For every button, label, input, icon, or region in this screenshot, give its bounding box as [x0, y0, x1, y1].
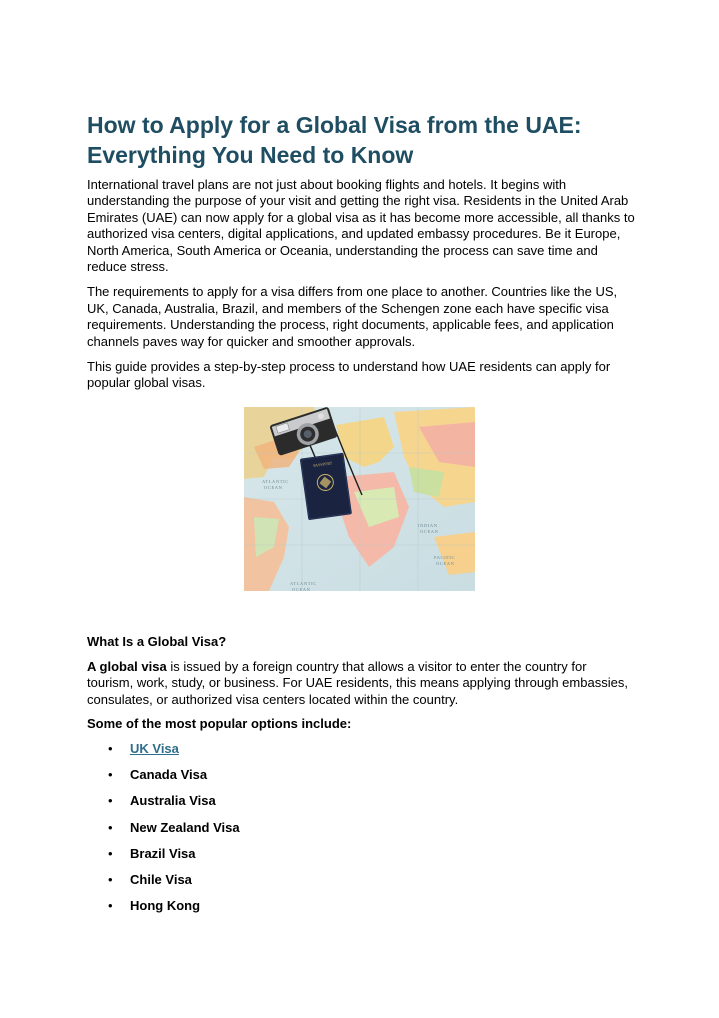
bullet: • — [108, 740, 113, 756]
bullet: • — [108, 766, 113, 782]
guide-paragraph: This guide provides a step-by-step process to understand how UAE residents can apply for popular global visas. — [87, 359, 611, 391]
map-label: OCEAN — [292, 587, 311, 591]
map-label: OCEAN — [436, 561, 455, 566]
passport-icon — [300, 453, 352, 521]
list-item — [87, 898, 635, 924]
article-body — [87, 110, 635, 401]
uk-visa-link[interactable]: UK Visa — [130, 740, 179, 756]
bullet: • — [108, 872, 113, 888]
list-item-label: Australia Visa — [130, 793, 216, 809]
section-heading: What Is a Global Visa? — [87, 634, 227, 649]
map-label: OCEAN — [264, 485, 283, 490]
travel-map-passport-camera-photo-icon — [244, 407, 475, 591]
definition-term: A global visa — [87, 659, 167, 674]
options-intro — [87, 716, 635, 732]
svg-text:PASSPORT: PASSPORT — [312, 460, 333, 468]
list-item — [87, 846, 635, 872]
list-item — [87, 872, 635, 898]
bullet: • — [108, 845, 113, 861]
list-item — [87, 767, 635, 793]
list-item-label: Brazil Visa — [130, 845, 196, 861]
list-item — [87, 741, 635, 767]
list-item-label: Chile Visa — [130, 872, 192, 888]
list-item — [87, 793, 635, 819]
list-item-label: Hong Kong — [130, 898, 201, 914]
intro-paragraph: International travel plans are not just about booking flights and hotels. It begins with understanding the purpose of your visit and getting the right visa. Residents in the United Arab Emirates (UAE) can now apply for a global visa as it has become more accessible, all thanks to authorized visa centers, digital applications, and updated embassy procedures. Be it Europe, North America, South America or Oceania, understanding the process can save time and reduce stress. — [87, 177, 635, 275]
article-title — [87, 110, 635, 170]
title-line-2: Everything You Need to Know — [87, 142, 414, 168]
global-visa-section — [87, 634, 635, 925]
map-label: ATLANTIC — [290, 581, 317, 586]
map-label: INDIAN — [418, 523, 438, 528]
options-intro-text: Some of the most popular options include: — [87, 716, 352, 732]
title-line-1: How to Apply for a Global Visa from the UAE: — [87, 112, 582, 138]
map-label: PACIFIC — [434, 555, 456, 560]
visa-options-list — [87, 741, 635, 925]
definition-text: is issued by a foreign country that allows a visitor to enter the country for tourism, work, study, or business. For UAE residents, this means applying through embassies, consulates, or authorized visa centers located within the country. — [87, 659, 628, 707]
map-label: OCEAN — [420, 529, 439, 534]
map-label: ATLANTIC — [262, 479, 289, 484]
list-item-label: New Zealand Visa — [130, 819, 240, 835]
travel-photo — [244, 407, 475, 591]
definition-paragraph — [87, 659, 635, 708]
bullet: • — [108, 819, 113, 835]
list-item — [87, 820, 635, 846]
requirements-paragraph: The requirements to apply for a visa differs from one place to another. Countries like the US, UK, Canada, Australia, Brazil, and members of the Schengen zone each have specific visa requirements. Understanding the process, right documents, applicable fees, and application channels paves way for quicker and smoother approvals. — [87, 284, 618, 349]
bullet: • — [108, 898, 113, 914]
bullet: • — [108, 793, 113, 809]
list-item-label: Canada Visa — [130, 766, 208, 782]
